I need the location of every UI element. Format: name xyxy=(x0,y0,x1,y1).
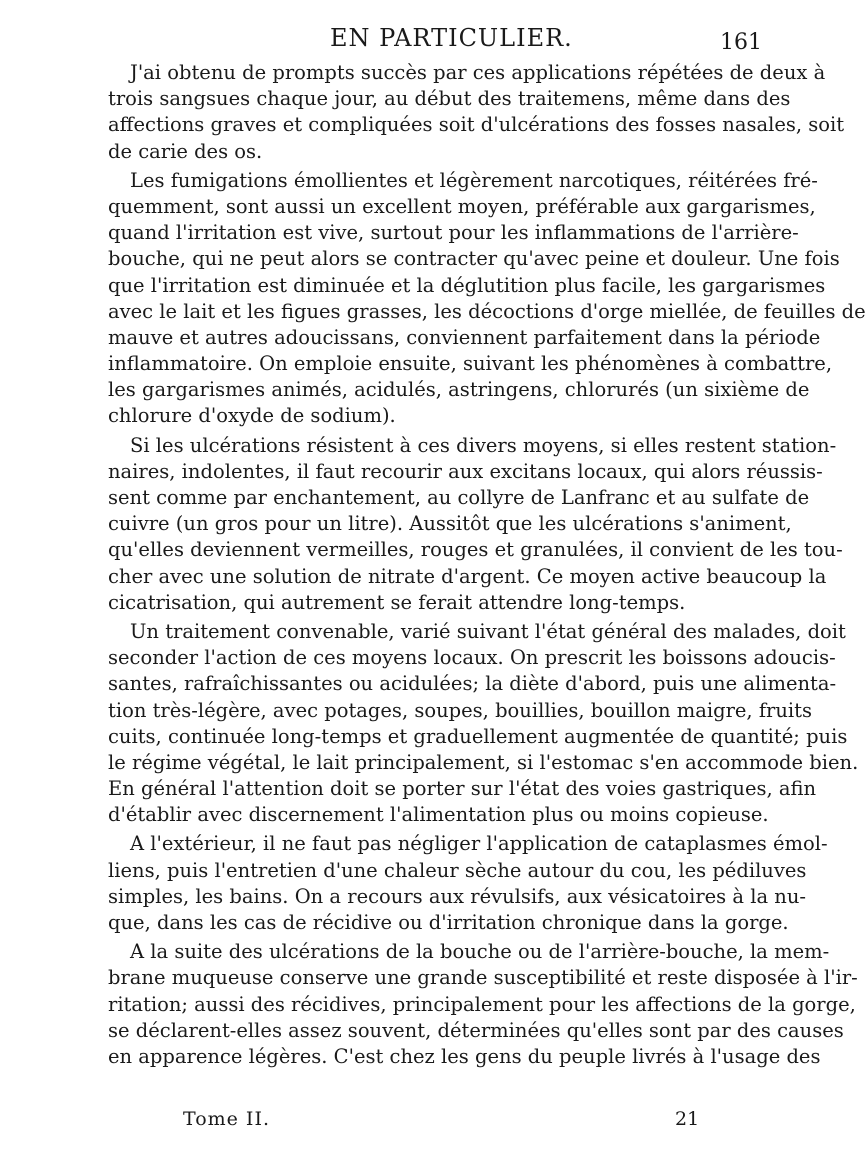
text-line: affections graves et compliquées soit d'ulcérations des fosses nasales, soit xyxy=(108,113,845,137)
text-line: liens, puis l'entretien d'une chaleur sèche autour du cou, les pédiluves xyxy=(108,858,807,882)
text-line: quemment, sont aussi un excellent moyen, préférable aux gargarismes, xyxy=(108,194,816,218)
paragraph xyxy=(108,433,843,616)
text-line: tion très-légère, avec potages, soupes, bouillies, bouillon maigre, fruits xyxy=(108,698,812,722)
paragraph xyxy=(108,831,828,936)
running-head: EN PARTICULIER. xyxy=(330,24,573,52)
text-line: brane muqueuse conserve une grande susceptibilité et reste disposée à l'ir- xyxy=(108,966,858,990)
text-line: sent comme par enchantement, au collyre de Lanfranc et au sulfate de xyxy=(108,486,810,509)
text-line: A l'extérieur, il ne faut pas négliger l'application de cataplasmes émol- xyxy=(130,832,828,856)
text-line: bouche, qui ne peut alors se contracter qu'avec peine et douleur. Une fois xyxy=(108,247,840,271)
text-line: que, dans les cas de récidive ou d'irritation chronique dans la gorge. xyxy=(108,911,789,934)
volume-label: Tome II. xyxy=(183,1108,270,1130)
text-line: trois sangsues chaque jour, au début des traitemens, même dans des xyxy=(108,87,791,111)
text-line: cher avec une solution de nitrate d'argent. Ce moyen active beaucoup la xyxy=(108,564,827,588)
text-line: cuits, continuée long-temps et graduellement augmentée de quantité; puis xyxy=(108,724,848,748)
text-line: En général l'attention doit se porter sur l'état des voies gastriques, afin xyxy=(108,777,817,801)
text-line: Les fumigations émollientes et légèrement narcotiques, réitérées fré- xyxy=(130,168,818,192)
text-line: en apparence légères. C'est chez les gens du peuple livrés à l'usage des xyxy=(108,1044,821,1068)
text-line: A la suite des ulcérations de la bouche ou de l'arrière-bouche, la mem- xyxy=(130,940,830,964)
text-line: simples, les bains. On a recours aux révulsifs, aux vésicatoires à la nu- xyxy=(108,884,806,908)
text-line: Un traitement convenable, varié suivant l'état général des malades, doit xyxy=(130,619,846,643)
text-line: cicatrisation, qui autrement se ferait attendre long-temps. xyxy=(108,590,686,614)
signature-mark: 21 xyxy=(675,1108,700,1130)
text-line: avec le lait et les figues grasses, les décoctions d'orge miellée, de feuilles de xyxy=(108,299,866,323)
page-header xyxy=(0,16,800,56)
text-line: santes, rafraîchissantes ou acidulées; la diète d'abord, puis une alimenta- xyxy=(108,672,837,696)
text-line: chlorure d'oxyde de sodium). xyxy=(108,404,396,428)
text-line: Si les ulcérations résistent à ces divers moyens, si elles restent station- xyxy=(130,433,837,457)
text-line: naires, indolentes, il faut recourir aux excitans locaux, qui alors réussis- xyxy=(108,459,823,483)
paragraph xyxy=(108,619,859,829)
text-line: les gargarismes animés, acidulés, astringens, chlorurés (un sixième de xyxy=(108,378,810,402)
body-text xyxy=(108,60,866,1073)
paragraph xyxy=(108,168,866,430)
paragraph xyxy=(108,939,858,1070)
text-line: seconder l'action de ces moyens locaux. On prescrit les boissons adoucis- xyxy=(108,646,836,670)
text-line: d'établir avec discernement l'alimentation plus ou moins copieuse. xyxy=(108,803,769,827)
page-footer xyxy=(0,1108,800,1138)
text-line: qu'elles deviennent vermeilles, rouges et granulées, il convient de les tou- xyxy=(108,538,843,562)
page-number: 161 xyxy=(720,30,762,55)
text-line: se déclarent-elles assez souvent, déterminées qu'elles sont par des causes xyxy=(108,1018,844,1042)
paragraph xyxy=(108,60,845,165)
text-line: J'ai obtenu de prompts succès par ces applications répétées de deux à xyxy=(130,61,826,84)
text-line: ritation; aussi des récidives, principalement pour les affections de la gorge, xyxy=(108,992,856,1016)
text-line: quand l'irritation est vive, surtout pour les inflammations de l'arrière- xyxy=(108,221,799,245)
text-line: que l'irritation est diminuée et la déglutition plus facile, les gargarismes xyxy=(108,273,826,297)
text-line: mauve et autres adoucissans, conviennent parfaitement dans la période xyxy=(108,325,821,349)
text-line: le régime végétal, le lait principalement, si l'estomac s'en accommode bien. xyxy=(108,750,859,774)
text-line: inflammatoire. On emploie ensuite, suivant les phénomènes à combattre, xyxy=(108,352,833,376)
text-line: de carie des os. xyxy=(108,139,263,163)
text-line: cuivre (un gros pour un litre). Aussitôt que les ulcérations s'animent, xyxy=(108,512,792,536)
